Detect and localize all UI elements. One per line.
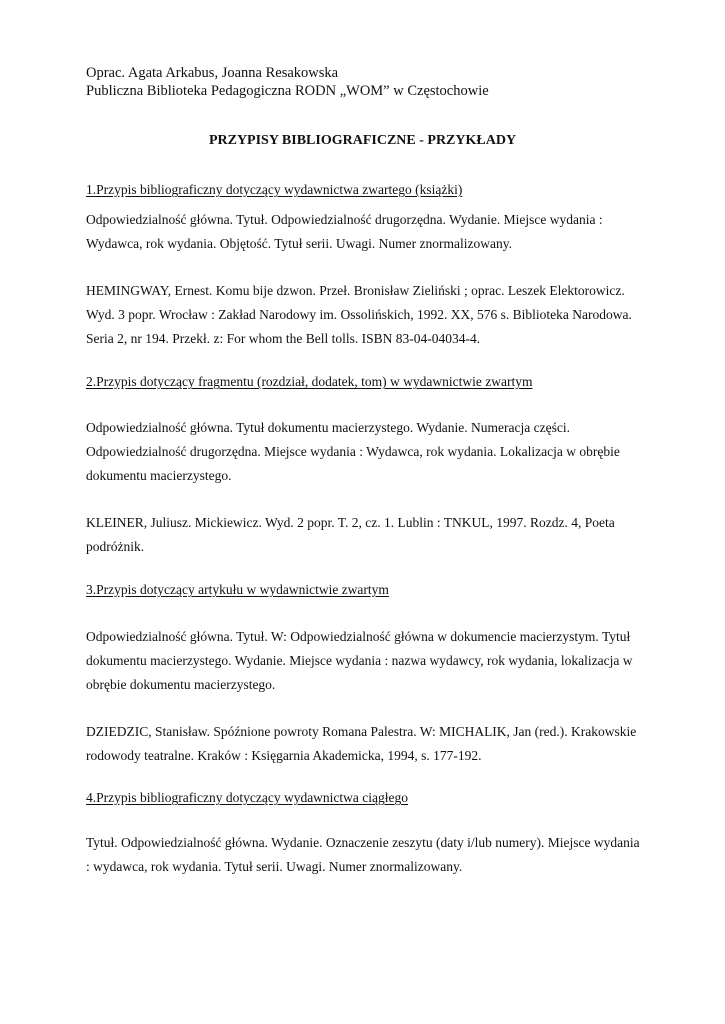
example-line: Seria 2, nr 194. Przekł. z: For whom the Bell tolls. ISBN 83-04-04034-4. xyxy=(86,331,481,346)
pattern-line: : wydawca, rok wydania. Tytuł serii. Uwagi. Numer znormalizowany. xyxy=(86,859,463,874)
example-line: Wyd. 3 popr. Wrocław : Zakład Narodowy im. Ossolińskich, 1992. XX, 576 s. Biblioteka Narodowa. xyxy=(86,307,632,322)
pattern-line: Wydawca, rok wydania. Objętość. Tytuł serii. Uwagi. Numer znormalizowany. xyxy=(86,236,512,251)
example-line: rodowody teatralne. Kraków : Księgarnia Akademicka, 1994, s. 177-192. xyxy=(86,748,482,763)
section-3-example xyxy=(86,720,636,768)
example-line: KLEINER, Juliusz. Mickiewicz. Wyd. 2 popr. T. 2, cz. 1. Lublin : TNKUL, 1997. Rozdz. 4, Poeta xyxy=(86,515,615,530)
pattern-line: Odpowiedzialność główna. Tytuł. W: Odpowiedzialność główna w dokumencie macierzystym. Tytuł xyxy=(86,629,631,644)
pattern-line: dokumentu macierzystego. xyxy=(86,468,232,483)
example-line: podróżnik. xyxy=(86,539,145,554)
pattern-line: obrębie dokumentu macierzystego. xyxy=(86,677,276,692)
example-line: DZIEDZIC, Stanisław. Spóźnione powroty Romana Palestra. W: MICHALIK, Jan (red.). Krakowskie xyxy=(86,724,637,739)
section-heading-2: 2.Przypis dotyczący fragmentu (rozdział, dodatek, tom) w wydawnictwie zwartym xyxy=(86,374,533,389)
section-4-pattern xyxy=(86,831,640,879)
section-1-pattern xyxy=(86,208,603,256)
authors-line: Oprac. Agata Arkabus, Joanna Resakowska xyxy=(86,65,339,81)
institution-line: Publiczna Biblioteka Pedagogiczna RODN „WOM” w Częstochowie xyxy=(86,83,489,99)
pattern-line: Odpowiedzialność główna. Tytuł dokumentu macierzystego. Wydanie. Numeracja części. xyxy=(86,420,570,435)
pattern-line: Odpowiedzialność drugorzędna. Miejsce wydania : Wydawca, rok wydania. Lokalizacja w obrębie xyxy=(86,444,620,459)
example-line: HEMINGWAY, Ernest. Komu bije dzwon. Przeł. Bronisław Zieliński ; oprac. Leszek Elektorowicz. xyxy=(86,283,625,298)
document-title: PRZYPISY BIBLIOGRAFICZNE - PRZYKŁADY xyxy=(208,133,517,148)
pattern-line: Tytuł. Odpowiedzialność główna. Wydanie. Oznaczenie zeszytu (daty i/lub numery). Miejsce wydania xyxy=(86,835,640,850)
section-2-pattern xyxy=(86,416,620,488)
section-heading-1: 1.Przypis bibliograficzny dotyczący wydawnictwa zwartego (książki) xyxy=(86,182,463,197)
section-1-example xyxy=(86,279,632,351)
section-heading-3: 3.Przypis dotyczący artykułu w wydawnictwie zwartym xyxy=(86,582,389,597)
section-2-example xyxy=(86,511,615,559)
section-heading-4: 4.Przypis bibliograficzny dotyczący wydawnictwa ciągłego xyxy=(86,790,409,805)
section-3-pattern xyxy=(86,625,633,697)
pattern-line: dokumentu macierzystego. Wydanie. Miejsce wydania : nazwa wydawcy, rok wydania, lokalizacja w xyxy=(86,653,633,668)
pattern-line: Odpowiedzialność główna. Tytuł. Odpowiedzialność drugorzędna. Wydanie. Miejsce wydania : xyxy=(86,212,603,227)
